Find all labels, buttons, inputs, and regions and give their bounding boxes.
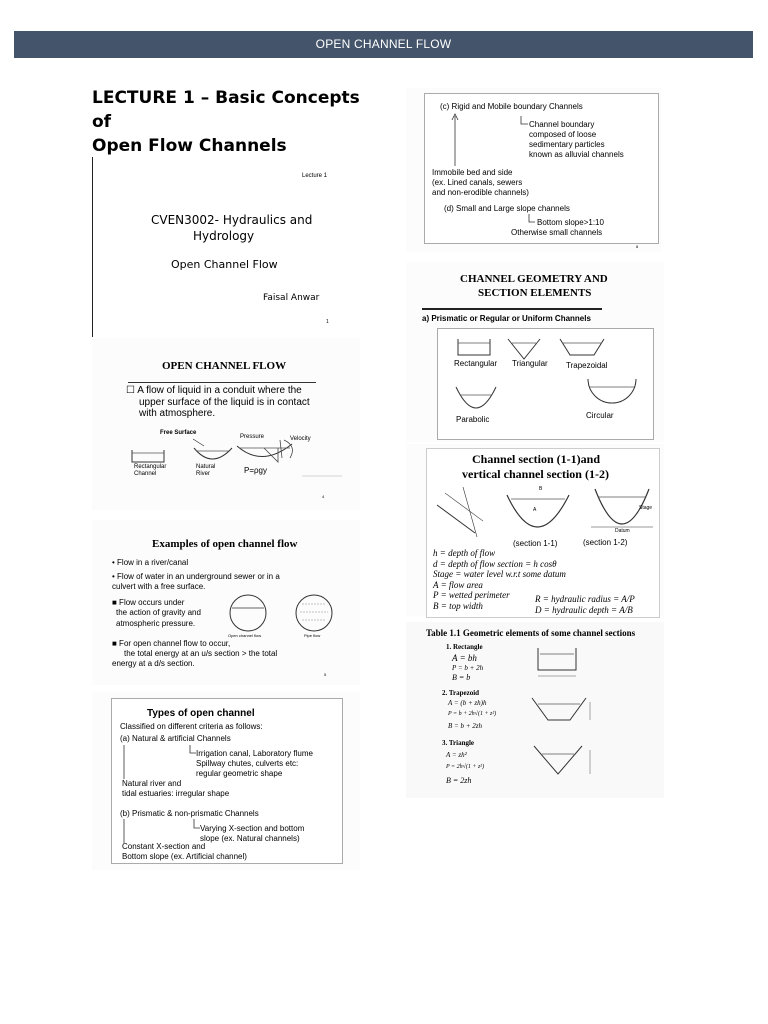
title-line-2: Open Flow Channels: [92, 136, 287, 156]
rigid-box: [424, 93, 659, 244]
rigid-line: (c) Rigid and Mobile boundary Channels: [440, 102, 583, 111]
label-rect-line: Rectangular: [134, 464, 167, 470]
example-item: the action of gravity and: [116, 608, 201, 617]
table-formula: B = 2zh: [446, 776, 472, 785]
rigid-line: Channel boundary: [529, 120, 595, 129]
table-section-name: 2. Trapezoid: [442, 689, 480, 697]
rigid-line: Immobile bed and side: [432, 168, 513, 177]
shape-label: Rectangular: [454, 359, 498, 368]
table-formula: B = b + 2zh: [448, 722, 482, 730]
rigid-connectors: [425, 94, 658, 243]
rigid-line: and non-erodible channels): [432, 188, 529, 197]
definition: A = flow area: [433, 579, 483, 590]
geometry-heading-1: CHANNEL GEOMETRY AND: [460, 273, 608, 285]
geometry-subtitle: a) Prismatic or Regular or Uniform Channels: [422, 314, 591, 323]
slide-types: [92, 692, 360, 870]
slide-page-number: 1: [326, 319, 329, 325]
types-line: (b) Prismatic & non-prismatic Channels: [120, 809, 259, 818]
slide-heading: OPEN CHANNEL FLOW: [162, 360, 287, 372]
label-pressure-formula: P=ρgy: [244, 466, 268, 475]
label-open-channel: Open channel flow: [228, 633, 262, 638]
types-line: Varying X-section and bottom: [200, 824, 305, 833]
example-item: atmospheric pressure.: [116, 618, 196, 628]
slide-heading: Types of open channel: [147, 708, 255, 719]
definition: P = wetted perimeter: [433, 590, 510, 600]
title-line-1: LECTURE 1 – Basic Concepts of: [92, 88, 360, 132]
section-label-stage: Stage: [639, 505, 653, 511]
section-label-1-1: (section 1-1): [513, 539, 558, 548]
example-item: energy at a d/s section.: [112, 659, 195, 668]
types-line: slope (ex. Natural channels): [200, 834, 300, 843]
rigid-line: composed of loose: [529, 130, 597, 139]
definition: D = hydraulic depth = A/B: [535, 605, 633, 615]
table-title: Table 1.1 Geometric elements of some channel sections: [426, 628, 636, 638]
slide-topic: Open Channel Flow: [171, 258, 278, 271]
types-line: tidal estuaries: irregular shape: [122, 789, 230, 798]
label-natural-line: River: [196, 471, 211, 477]
table-formula: P = b + 2h√(1 + z²): [448, 711, 497, 717]
pipe-flow-figures: [92, 520, 360, 685]
rigid-line: (d) Small and Large slope channels: [444, 204, 570, 213]
example-item: • Flow of water in an underground sewer or in a: [112, 571, 280, 581]
example-item: • Flow in a river/canal: [112, 558, 189, 567]
rigid-line: Otherwise small channels: [511, 228, 603, 237]
shape-label: Triangular: [512, 359, 548, 368]
section-label-1-2: (section 1-2): [583, 538, 628, 547]
slide-open-channel-flow: [92, 338, 360, 510]
types-line: Irrigation canal, Laboratory flume: [196, 749, 313, 758]
types-line: Bottom slope (ex. Artificial channel): [122, 852, 247, 861]
geometry-heading-2: SECTION ELEMENTS: [478, 287, 592, 299]
rigid-line: sedimentary particles: [529, 140, 605, 149]
channel-diagram: [92, 338, 360, 510]
rigid-line: known as alluvial channels: [529, 150, 624, 159]
section-label-datum: Datum: [615, 528, 630, 534]
definition: B = top width: [433, 600, 483, 611]
table-formula: B = b: [452, 673, 471, 682]
page-header: OPEN CHANNEL FLOW: [14, 31, 753, 58]
table-section-name: 1. Rectangle: [446, 643, 483, 651]
table-formula: P = b + 2h: [452, 664, 484, 672]
types-line: Constant X-section and: [122, 842, 206, 851]
definition-line: ☐ A flow of liquid in a conduit where the: [126, 385, 302, 396]
rigid-line: Bottom slope>1:10: [537, 218, 604, 227]
slide-examples: [92, 520, 360, 685]
definition: Stage = water level w.r.t some datum: [433, 569, 566, 579]
shapes-box: [437, 328, 654, 440]
rigid-line: (ex. Lined canals, sewers: [432, 178, 523, 187]
types-line: Spillway chutes, culverts etc:: [196, 759, 299, 768]
shape-label: Parabolic: [456, 415, 490, 424]
section-heading-2: vertical channel section (1-2): [462, 467, 609, 481]
slide-channel-geometry: [406, 262, 664, 442]
types-line: Natural river and: [122, 779, 182, 788]
table-formula: A = bh: [452, 653, 477, 663]
section-heading-1: Channel section (1-1)and: [472, 452, 601, 466]
shape-label: Trapezoidal: [566, 361, 608, 370]
label-natural-river: [196, 464, 215, 478]
course-line-2: Hydrology: [193, 229, 255, 243]
section-label-b: B: [539, 486, 543, 492]
slide-page-number: 4: [322, 494, 325, 499]
shape-label: Circular: [586, 411, 614, 420]
slide-title: [92, 157, 343, 337]
example-item: ■ Flow occurs under: [112, 597, 185, 607]
table-section-name: 3. Triangle: [442, 739, 475, 747]
definition: d = depth of flow section = h cosθ: [433, 558, 557, 569]
slide-rigid-mobile: [406, 88, 661, 252]
definition-line: upper surface of the liquid is in contact: [139, 396, 310, 408]
divider: [422, 308, 602, 310]
types-connectors: [112, 699, 342, 863]
label-free-surface: Free Surface: [160, 430, 197, 436]
label-rect-line: Channel: [134, 471, 157, 477]
table-formula: P = 2h√(1 + z²): [446, 764, 485, 770]
types-line: Classified on different criteria as follows:: [120, 722, 263, 731]
label-pipe: Pipe flow: [304, 633, 321, 638]
types-box: [111, 698, 343, 864]
definition: R = hydraulic radius = A/P: [535, 594, 635, 604]
course-line-1: CVEN3002- Hydraulics and: [151, 213, 313, 227]
types-line: regular geometric shape: [196, 769, 283, 778]
section-label-a: A: [533, 507, 537, 513]
types-line: (a) Natural & artificial Channels: [120, 734, 231, 743]
slide-page-number: 5: [324, 672, 327, 677]
slide-author: Faisal Anwar: [263, 293, 320, 303]
section-box: [426, 448, 660, 618]
slide-geometric-table: [406, 622, 664, 798]
definition: h = depth of flow: [433, 548, 496, 558]
label-pressure: Pressure: [240, 434, 265, 440]
slide-page-number: 8: [636, 244, 639, 249]
slide-heading: Examples of open channel flow: [152, 538, 298, 550]
slide-tag: Lecture 1: [302, 173, 328, 179]
document-title: [92, 86, 382, 158]
table-formula: A = zh²: [446, 751, 467, 759]
table-section-figures: [406, 622, 664, 798]
label-velocity: Velocity: [290, 436, 311, 442]
example-item: culvert with a free surface.: [112, 582, 206, 591]
slide-channel-section: [406, 444, 664, 616]
example-item: the total energy at an u/s section > the total: [124, 649, 278, 658]
example-item: ■ For open channel flow to occur,: [112, 639, 231, 648]
table-formula: A = (b + zh)h: [448, 699, 487, 707]
definition-line: with atmosphere.: [139, 408, 216, 419]
label-natural-line: Natural: [196, 464, 216, 470]
label-rect-channel: [134, 464, 166, 478]
